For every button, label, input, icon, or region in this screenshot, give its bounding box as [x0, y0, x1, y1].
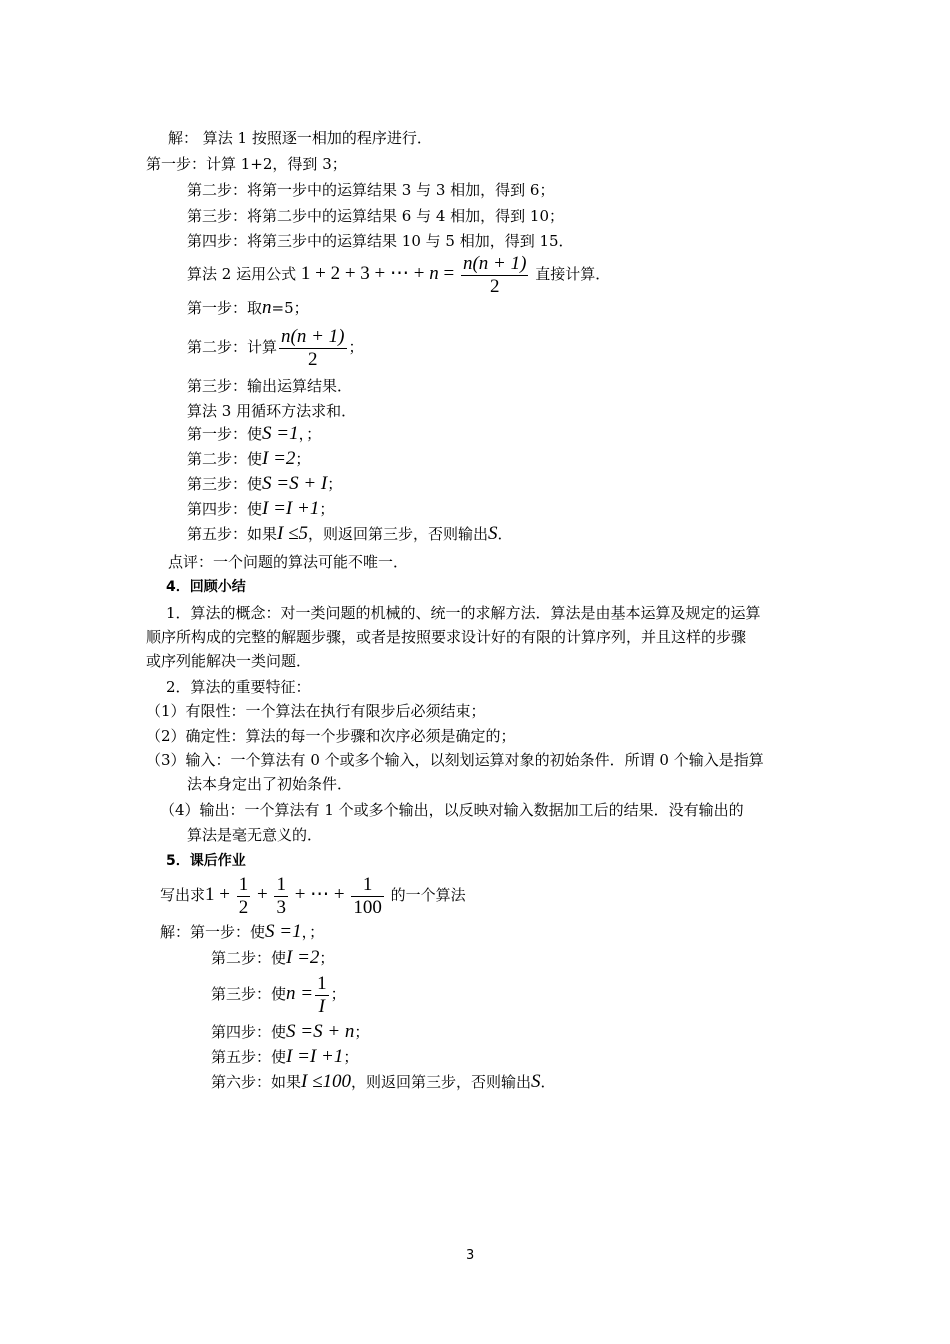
math: S =S + I	[262, 473, 328, 494]
numerator: 1	[317, 972, 327, 994]
text: 第一步：使	[187, 425, 263, 443]
text: ；	[343, 1048, 359, 1066]
text: 算法 3 用循环方法求和．	[187, 402, 357, 420]
page-number: 3	[466, 1248, 475, 1263]
text: ．	[497, 525, 513, 543]
step-line	[187, 298, 309, 318]
step-line	[187, 524, 513, 544]
denominator: 100	[353, 896, 382, 918]
paragraph-line	[166, 677, 311, 697]
math-var: S	[488, 523, 498, 544]
algo2-formula-line	[187, 252, 610, 298]
math-var: S	[531, 1071, 541, 1092]
text: ；	[354, 1023, 370, 1041]
formula: 1 + 2 + 3 + ⋯ +	[300, 263, 430, 284]
text: 算法是毫无意义的．	[187, 826, 323, 844]
text: （1）有限性：一个算法在执行有限步后必须结束；	[146, 702, 486, 720]
text: 直接计算．	[535, 265, 611, 283]
denominator: I	[318, 995, 325, 1017]
numerator: n(n + 1)	[281, 325, 345, 347]
list-item	[146, 726, 516, 746]
math: I ≤5	[277, 523, 309, 544]
heading-text: 4．回顾小结	[166, 579, 246, 595]
step-line	[187, 231, 574, 251]
text: ，；	[301, 923, 325, 941]
text: 的一个算法	[390, 886, 466, 904]
text: 第一步：计算 1+2，得到 3；	[146, 155, 347, 173]
text: 解：第一步：使	[160, 923, 266, 941]
paragraph-line	[146, 651, 311, 671]
text: 第三步：将第二步中的运算结果 6 与 4 相加，得到 10；	[187, 207, 565, 225]
text: ；	[319, 500, 335, 518]
text: （4）输出：一个算法有 1 个或多个输出，以反映对输入数据加工后的结果．没有输出的	[160, 801, 744, 819]
fraction	[351, 874, 384, 919]
text: 解： 算法 1 按照逐一相加的程序进行．	[168, 129, 432, 147]
step-line	[187, 424, 321, 444]
numerator: 1	[351, 874, 384, 897]
step-line	[211, 1022, 369, 1042]
text: 第五步：如果	[187, 525, 278, 543]
text: ；	[295, 450, 311, 468]
list-item	[146, 701, 486, 721]
step-line	[211, 948, 334, 968]
numerator: 1	[238, 873, 249, 895]
denominator: 2	[308, 348, 318, 370]
math: S =1	[265, 921, 302, 942]
text: 第四步：使	[187, 500, 263, 518]
step-line	[160, 922, 324, 942]
text: 或序列能解决一类问题．	[146, 652, 312, 670]
math: S =1	[262, 423, 299, 444]
text: =5；	[271, 299, 309, 317]
text: 第二步：使	[211, 949, 287, 967]
math: 1 +	[205, 884, 235, 905]
math: I ≤100	[301, 1071, 352, 1092]
fraction	[274, 874, 288, 919]
text: ；	[330, 985, 346, 1003]
text: （2）确定性：算法的每一个步骤和次序必须是确定的；	[146, 727, 516, 745]
text: 第五步：使	[211, 1048, 287, 1066]
fraction	[461, 253, 528, 298]
text: 第三步：输出运算结果．	[187, 377, 353, 395]
paragraph-line	[146, 627, 746, 647]
text: ，则返回第三步，否则输出	[351, 1073, 532, 1091]
step-line	[187, 324, 364, 371]
math-op: =	[438, 263, 459, 284]
text: ；	[348, 338, 364, 356]
math: I =I +1	[286, 1046, 344, 1067]
fraction	[315, 973, 329, 1018]
algo3-line	[187, 401, 356, 421]
math-var: n	[429, 263, 439, 284]
text: 顺序所构成的完整的解题步骤，或者是按照要求设计好的有限的计算序列，并且这样的步骤	[146, 628, 747, 646]
step-line	[187, 474, 342, 494]
text: 第二步：计算	[187, 338, 278, 356]
text: 写出求	[160, 886, 206, 904]
comment-line	[168, 552, 408, 572]
math: I =I +1	[262, 498, 320, 519]
math-op: + ⋯ +	[289, 884, 350, 905]
step-line	[187, 499, 334, 519]
math: I =2	[286, 947, 320, 968]
text: 第一步：取	[187, 299, 263, 317]
heading-text: 5．课后作业	[166, 853, 246, 869]
list-item	[187, 774, 352, 794]
denominator: 3	[276, 896, 286, 918]
math: n =	[286, 983, 314, 1004]
step-line	[211, 970, 346, 1018]
list-item	[146, 750, 764, 770]
math: S =S + n	[286, 1021, 355, 1042]
text: 法本身定出了初始条件．	[187, 775, 353, 793]
text: 第三步：使	[211, 985, 287, 1003]
text: 第六步：如果	[211, 1073, 302, 1091]
text: 1．算法的概念：对一类问题的机械的、统一的求解方法．算法是由基本运算及规定的运算	[166, 604, 761, 622]
math-var: n	[262, 297, 272, 318]
fraction	[279, 326, 346, 371]
step-line	[187, 180, 554, 200]
text: 2．算法的重要特征：	[166, 678, 311, 696]
numerator: n(n + 1)	[462, 252, 527, 274]
step-line	[187, 206, 564, 226]
text: ；	[319, 949, 335, 967]
solution-algo1-line	[168, 128, 432, 148]
text: 第三步：使	[187, 475, 263, 493]
section-heading	[166, 851, 246, 871]
math: I =2	[262, 448, 296, 469]
text: 第四步：使	[211, 1023, 287, 1041]
text: ，；	[298, 425, 322, 443]
text: （3）输入：一个算法有 0 个或多个输入，以刻划运算对象的初始条件．所谓 0 个输入是指算	[146, 751, 764, 769]
fraction	[237, 874, 251, 919]
text: ，则返回第三步，否则输出	[308, 525, 489, 543]
step-line	[146, 154, 347, 174]
denominator: 2	[489, 275, 500, 297]
text: 点评：一个问题的算法可能不唯一．	[168, 553, 409, 571]
text: 第四步：将第三步中的运算结果 10 与 5 相加，得到 15．	[187, 232, 574, 250]
step-line	[187, 376, 352, 396]
list-item	[160, 800, 744, 820]
list-item	[187, 825, 322, 845]
text: 第二步：将第一步中的运算结果 3 与 3 相加，得到 6；	[187, 181, 555, 199]
numerator: 1	[276, 873, 286, 895]
homework-question	[160, 872, 466, 919]
text: 第二步：使	[187, 450, 263, 468]
step-line	[187, 449, 310, 469]
text: ；	[327, 475, 343, 493]
math-op: +	[252, 884, 273, 905]
step-line	[211, 1047, 358, 1067]
text: ．	[540, 1073, 556, 1091]
text: 算法 2 运用公式	[187, 265, 297, 283]
section-heading	[166, 577, 246, 597]
step-line	[211, 1072, 556, 1092]
denominator: 2	[238, 896, 249, 918]
paragraph-line	[166, 603, 761, 623]
